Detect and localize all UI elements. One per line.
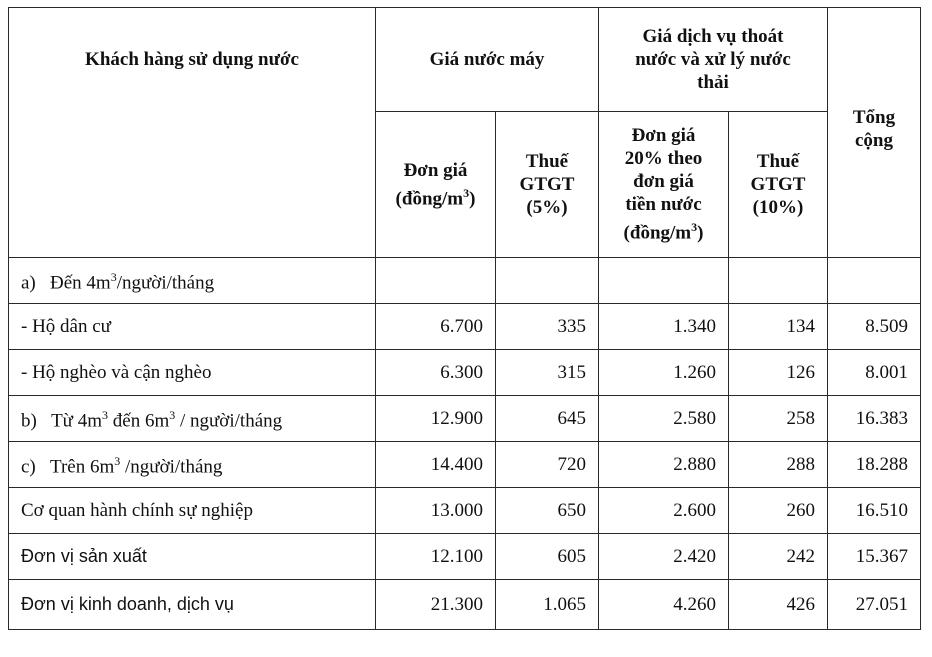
table-row <box>9 488 921 534</box>
cell-total: 8.001 <box>828 350 921 396</box>
group-a-prefix: a) <box>21 272 36 294</box>
vat10-header-line3: (10%) <box>752 197 804 218</box>
water-price-group-header <box>376 8 599 112</box>
cell-drain-price: 1.340 <box>599 304 729 350</box>
group-a-empty-2 <box>496 258 599 304</box>
cell-vat5: 605 <box>496 534 599 580</box>
cell-unit-price: 21.300 <box>376 580 496 630</box>
group-c-prefix: c) <box>21 456 36 478</box>
group-c-sup: 3 <box>114 454 121 469</box>
cell-drain-price: 2.580 <box>599 396 729 442</box>
group-a-sup: 3 <box>110 270 117 285</box>
unit-price-header-line1: Đơn giá <box>403 159 468 181</box>
cell-unit-price: 6.300 <box>376 350 496 396</box>
group-a-label <box>9 258 376 304</box>
cell-unit-price: 13.000 <box>376 488 496 534</box>
table-row <box>9 350 921 396</box>
drainage-group-line3: thải <box>697 72 729 93</box>
header-row-top <box>9 8 921 112</box>
group-b-label <box>9 396 376 442</box>
group-b-prefix: b) <box>21 410 37 432</box>
cell-drain-price: 4.260 <box>599 580 729 630</box>
cell-vat5: 645 <box>496 396 599 442</box>
drain-unit-unit-sup: 3 <box>691 220 698 235</box>
cell-vat5: 315 <box>496 350 599 396</box>
group-b-sup1: 3 <box>102 408 109 423</box>
drainage-group-header <box>599 8 828 112</box>
cell-vat5: 335 <box>496 304 599 350</box>
drain-unit-unit-text: (đồng/m <box>623 222 692 244</box>
table-row-group-a <box>9 258 921 304</box>
drainage-group-line1: Giá dịch vụ thoát <box>642 26 784 47</box>
group-b-text: Từ 4m <box>51 410 103 432</box>
table-row-group-c <box>9 442 921 488</box>
total-column-header <box>828 8 921 258</box>
drain-unit-header-line5 <box>606 216 721 244</box>
unit-price-unit-sup: 3 <box>463 185 470 200</box>
cell-vat5: 650 <box>496 488 599 534</box>
vat5-header-line1: Thuế <box>525 151 569 172</box>
cell-unit-price: 14.400 <box>376 442 496 488</box>
unit-price-header-line2 <box>383 182 488 210</box>
group-a-empty-1 <box>376 258 496 304</box>
group-a-empty-3 <box>599 258 729 304</box>
group-c-label <box>9 442 376 488</box>
cell-vat10: 426 <box>729 580 828 630</box>
unit-price-unit-close: ) <box>469 188 476 210</box>
row-label-poor-household: - Hộ nghèo và cận nghèo <box>9 350 376 396</box>
water-price-table <box>8 7 921 630</box>
cell-total: 15.367 <box>828 534 921 580</box>
total-header-line1: Tổng <box>852 107 896 128</box>
cell-drain-price: 2.600 <box>599 488 729 534</box>
group-c-text-end: /người/tháng <box>120 456 223 478</box>
customer-column-label: Khách hàng sử dụng nước <box>85 49 299 70</box>
cell-vat5: 720 <box>496 442 599 488</box>
unit-price-header <box>376 112 496 258</box>
cell-vat10: 242 <box>729 534 828 580</box>
vat10-header-line1: Thuế <box>756 151 800 172</box>
group-b-text-mid: đến 6m <box>108 410 170 432</box>
cell-unit-price: 12.900 <box>376 396 496 442</box>
table-row <box>9 580 921 630</box>
total-header-line2: cộng <box>855 130 893 151</box>
cell-vat10: 260 <box>729 488 828 534</box>
drain-unit-price-header <box>599 112 729 258</box>
cell-vat10: 134 <box>729 304 828 350</box>
cell-vat10: 258 <box>729 396 828 442</box>
table-row <box>9 534 921 580</box>
cell-unit-price: 6.700 <box>376 304 496 350</box>
vat5-header-line3: (5%) <box>526 197 568 218</box>
vat5-header-line2: GTGT <box>519 174 575 195</box>
drain-unit-unit-close: ) <box>697 222 704 244</box>
cell-total: 16.510 <box>828 488 921 534</box>
cell-total: 16.383 <box>828 396 921 442</box>
group-b-sup2: 3 <box>169 408 176 423</box>
cell-drain-price: 1.260 <box>599 350 729 396</box>
group-c-text: Trên 6m <box>50 456 115 478</box>
vat10-header-line2: GTGT <box>750 174 806 195</box>
group-b-text-end: / người/tháng <box>175 410 283 432</box>
cell-total: 27.051 <box>828 580 921 630</box>
vat10-header <box>729 112 828 258</box>
water-price-group-label: Giá nước máy <box>429 49 545 70</box>
unit-price-unit-text: (đồng/m <box>395 188 464 210</box>
cell-unit-price: 12.100 <box>376 534 496 580</box>
drainage-group-line2: nước và xử lý nước <box>635 49 791 70</box>
customer-column-header <box>9 8 376 258</box>
cell-vat10: 288 <box>729 442 828 488</box>
row-label-production-unit: Đơn vị sản xuất <box>9 534 376 580</box>
group-a-text-end: /người/tháng <box>116 272 215 294</box>
vat5-header <box>496 112 599 258</box>
cell-drain-price: 2.420 <box>599 534 729 580</box>
cell-vat10: 126 <box>729 350 828 396</box>
drain-unit-header-line4: tiền nước <box>625 194 702 216</box>
drain-unit-header-line1: Đơn giá <box>631 125 696 147</box>
row-label-business-unit: Đơn vị kinh doanh, dịch vụ <box>9 580 376 630</box>
cell-total: 18.288 <box>828 442 921 488</box>
row-label-household: - Hộ dân cư <box>9 304 376 350</box>
table-row <box>9 304 921 350</box>
drain-unit-header-line3: đơn giá <box>633 171 694 193</box>
row-label-admin-agency: Cơ quan hành chính sự nghiệp <box>9 488 376 534</box>
group-a-text: Đến 4m <box>50 272 111 294</box>
group-a-empty-5 <box>828 258 921 304</box>
cell-drain-price: 2.880 <box>599 442 729 488</box>
table-row-group-b <box>9 396 921 442</box>
cell-total: 8.509 <box>828 304 921 350</box>
drain-unit-header-line2: 20% theo <box>624 148 703 170</box>
cell-vat5: 1.065 <box>496 580 599 630</box>
group-a-empty-4 <box>729 258 828 304</box>
